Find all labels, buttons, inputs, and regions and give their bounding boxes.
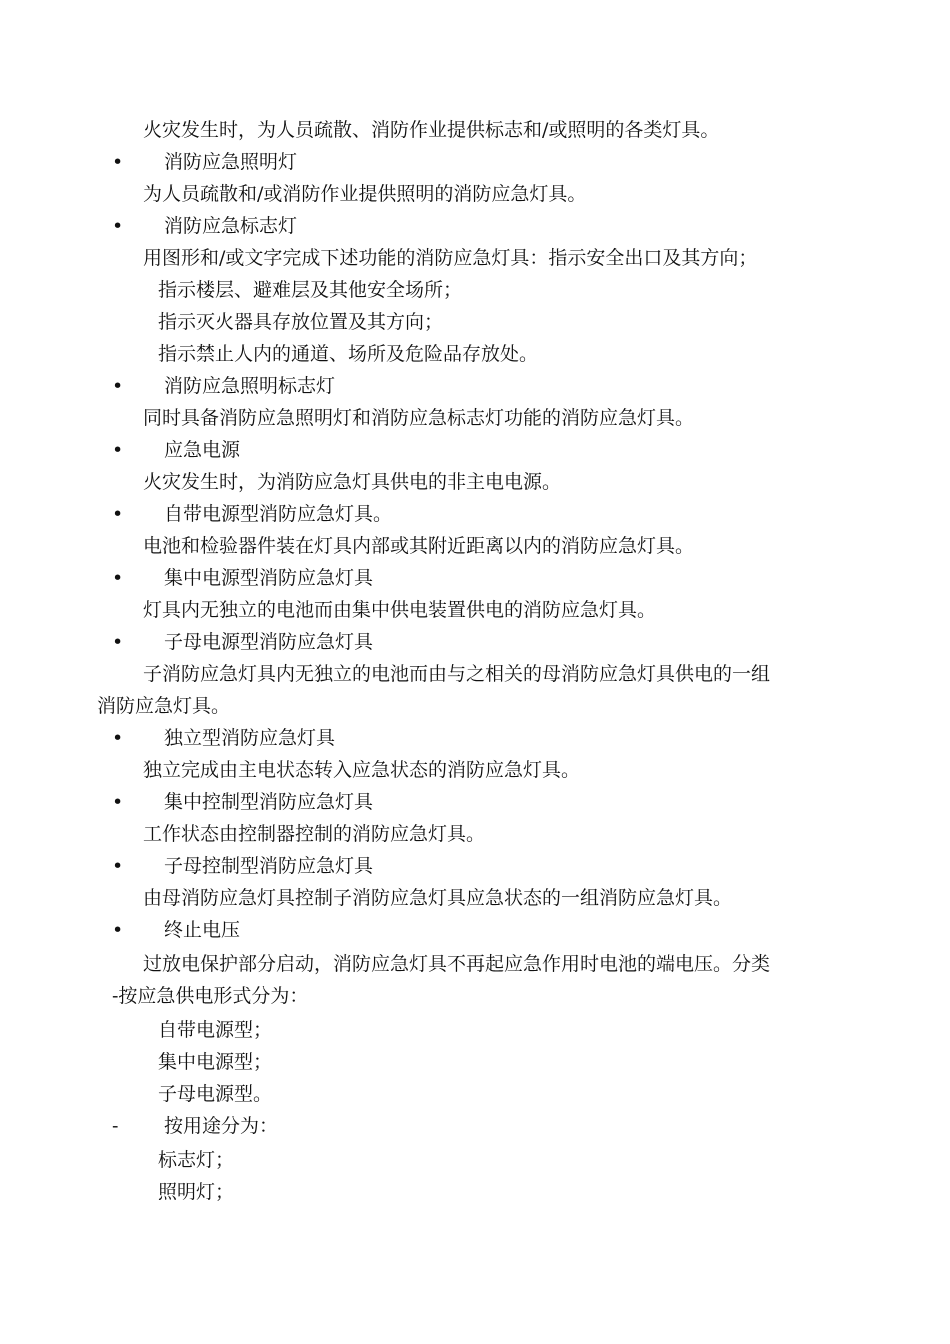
bullet-marker: • bbox=[112, 503, 124, 525]
text-line: 子消防应急灯具内无独立的电池而由与之相关的母消防应急灯具供电的一组 bbox=[143, 663, 771, 685]
bullet-marker: • bbox=[112, 855, 124, 877]
term-heading: 消防应急照明灯 bbox=[164, 151, 298, 173]
text-line: 过放电保护部分启动，消防应急灯具不再起应急作用时电池的端电压。分类 bbox=[143, 953, 771, 975]
text-line: 为人员疏散和/或消防作业提供照明的消防应急灯具。 bbox=[143, 183, 587, 205]
term-heading: 集中电源型消防应急灯具 bbox=[164, 567, 374, 589]
bullet-marker: • bbox=[112, 631, 124, 653]
bullet-marker: • bbox=[112, 567, 124, 589]
bullet-marker: • bbox=[112, 439, 124, 461]
dash-marker: - bbox=[112, 1115, 119, 1137]
text-line: 火灾发生时，为人员疏散、消防作业提供标志和/或照明的各类灯具。 bbox=[143, 119, 720, 141]
term-heading: 消防应急标志灯 bbox=[164, 215, 298, 237]
text-line: 指示禁止人内的通道、场所及危险品存放处。 bbox=[158, 343, 539, 365]
bullet-marker: • bbox=[112, 791, 124, 813]
term-heading: 终止电压 bbox=[164, 919, 241, 941]
classification-heading: -按应急供电形式分为： bbox=[112, 985, 309, 1007]
list-item: 标志灯； bbox=[158, 1149, 235, 1171]
text-line: 独立完成由主电状态转入应急状态的消防应急灯具。 bbox=[143, 759, 581, 781]
text-line: 由母消防应急灯具控制子消防应急灯具应急状态的一组消防应急灯具。 bbox=[143, 887, 733, 909]
text-line: 指示灭火器具存放位置及其方向； bbox=[158, 311, 444, 333]
text-line: 指示楼层、避难层及其他安全场所； bbox=[158, 279, 463, 301]
bullet-marker: • bbox=[112, 151, 124, 173]
classification-heading: 按用途分为： bbox=[164, 1115, 279, 1137]
list-item: 集中电源型； bbox=[158, 1051, 273, 1073]
bullet-marker: • bbox=[112, 215, 124, 237]
term-heading: 自带电源型消防应急灯具。 bbox=[164, 503, 393, 525]
term-heading: 子母控制型消防应急灯具 bbox=[164, 855, 374, 877]
text-line: 消防应急灯具。 bbox=[97, 695, 231, 717]
bullet-marker: • bbox=[112, 375, 124, 397]
term-heading: 集中控制型消防应急灯具 bbox=[164, 791, 374, 813]
bullet-marker: • bbox=[112, 919, 124, 941]
text-line: 用图形和/或文字完成下述功能的消防应急灯具：指示安全出口及其方向； bbox=[143, 247, 758, 269]
term-heading: 独立型消防应急灯具 bbox=[164, 727, 336, 749]
bullet-marker: • bbox=[112, 727, 124, 749]
list-item: 子母电源型。 bbox=[158, 1083, 273, 1105]
text-line: 工作状态由控制器控制的消防应急灯具。 bbox=[143, 823, 486, 845]
list-item: 自带电源型； bbox=[158, 1019, 273, 1041]
text-line: 电池和检验器件装在灯具内部或其附近距离以内的消防应急灯具。 bbox=[143, 535, 695, 557]
list-item: 照明灯； bbox=[158, 1181, 235, 1203]
text-line: 同时具备消防应急照明灯和消防应急标志灯功能的消防应急灯具。 bbox=[143, 407, 695, 429]
text-line: 火灾发生时，为消防应急灯具供电的非主电电源。 bbox=[143, 471, 562, 493]
term-heading: 子母电源型消防应急灯具 bbox=[164, 631, 374, 653]
term-heading: 应急电源 bbox=[164, 439, 241, 461]
term-heading: 消防应急照明标志灯 bbox=[164, 375, 336, 397]
text-line: 灯具内无独立的电池而由集中供电装置供电的消防应急灯具。 bbox=[143, 599, 657, 621]
